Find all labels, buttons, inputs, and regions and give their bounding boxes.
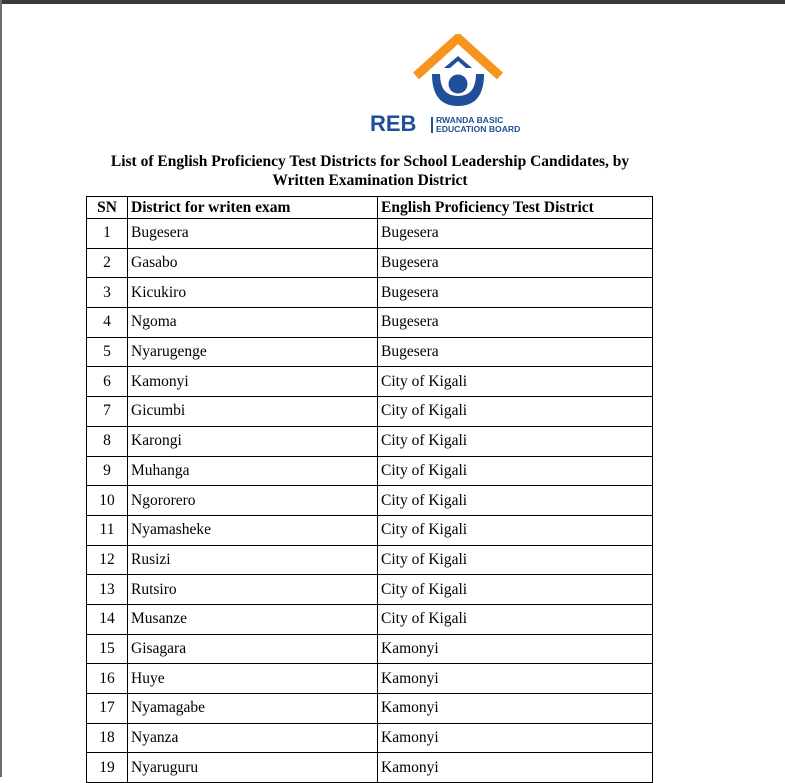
table-row bbox=[87, 723, 653, 753]
row-written-district: Gisagara bbox=[128, 634, 378, 664]
table-row bbox=[87, 337, 653, 367]
table-row bbox=[87, 397, 653, 427]
row-written-district: Ngororero bbox=[128, 486, 378, 516]
row-written-district: Karongi bbox=[128, 426, 378, 456]
table-row bbox=[87, 604, 653, 634]
row-written-district: Bugesera bbox=[128, 219, 378, 249]
reb-full-name bbox=[436, 116, 520, 134]
row-sn: 13 bbox=[87, 575, 128, 605]
row-ept-district: City of Kigali bbox=[378, 575, 653, 605]
row-sn: 5 bbox=[87, 337, 128, 367]
row-ept-district: City of Kigali bbox=[378, 426, 653, 456]
row-ept-district: Kamonyi bbox=[378, 634, 653, 664]
row-sn: 7 bbox=[87, 397, 128, 427]
row-written-district: Rusizi bbox=[128, 545, 378, 575]
header-ept-district: English Proficiency Test District bbox=[378, 197, 653, 219]
row-ept-district: City of Kigali bbox=[378, 397, 653, 427]
table-row bbox=[87, 545, 653, 575]
reb-name-line1: RWANDA BASIC bbox=[436, 115, 504, 125]
row-ept-district: City of Kigali bbox=[378, 486, 653, 516]
row-sn: 9 bbox=[87, 456, 128, 486]
row-sn: 16 bbox=[87, 664, 128, 694]
row-ept-district: Bugesera bbox=[378, 278, 653, 308]
table-row bbox=[87, 367, 653, 397]
table-row bbox=[87, 278, 653, 308]
district-table bbox=[86, 196, 653, 783]
table-row bbox=[87, 575, 653, 605]
header-sn: SN bbox=[87, 197, 128, 219]
document-title bbox=[60, 152, 680, 190]
row-ept-district: Bugesera bbox=[378, 337, 653, 367]
row-ept-district: Kamonyi bbox=[378, 664, 653, 694]
row-written-district: Nyamagabe bbox=[128, 694, 378, 724]
row-sn: 8 bbox=[87, 426, 128, 456]
row-written-district: Nyanza bbox=[128, 723, 378, 753]
row-sn: 6 bbox=[87, 367, 128, 397]
table-row bbox=[87, 694, 653, 724]
viewer-top-bar bbox=[0, 0, 785, 4]
row-sn: 15 bbox=[87, 634, 128, 664]
row-sn: 14 bbox=[87, 604, 128, 634]
table-row bbox=[87, 515, 653, 545]
row-written-district: Gasabo bbox=[128, 248, 378, 278]
row-written-district: Nyarugenge bbox=[128, 337, 378, 367]
table-row bbox=[87, 634, 653, 664]
row-sn: 1 bbox=[87, 219, 128, 249]
reb-house-emblem bbox=[408, 34, 508, 114]
row-written-district: Nyaruguru bbox=[128, 753, 378, 783]
table-header-row bbox=[87, 197, 653, 219]
row-ept-district: Kamonyi bbox=[378, 753, 653, 783]
row-sn: 17 bbox=[87, 694, 128, 724]
row-ept-district: City of Kigali bbox=[378, 456, 653, 486]
table-row bbox=[87, 248, 653, 278]
header-written-district: District for writen exam bbox=[128, 197, 378, 219]
row-written-district: Musanze bbox=[128, 604, 378, 634]
row-ept-district: Bugesera bbox=[378, 219, 653, 249]
row-written-district: Rutsiro bbox=[128, 575, 378, 605]
reb-logo bbox=[368, 34, 548, 134]
row-sn: 11 bbox=[87, 515, 128, 545]
row-sn: 3 bbox=[87, 278, 128, 308]
row-ept-district: City of Kigali bbox=[378, 545, 653, 575]
row-written-district: Ngoma bbox=[128, 308, 378, 338]
table-body bbox=[87, 219, 653, 783]
table-row bbox=[87, 753, 653, 783]
row-written-district: Nyamasheke bbox=[128, 515, 378, 545]
row-sn: 19 bbox=[87, 753, 128, 783]
row-ept-district: Kamonyi bbox=[378, 694, 653, 724]
row-written-district: Huye bbox=[128, 664, 378, 694]
reb-acronym: REB bbox=[370, 111, 417, 136]
table-row bbox=[87, 456, 653, 486]
page-left-edge bbox=[0, 0, 2, 777]
logo-separator bbox=[431, 117, 433, 133]
row-sn: 18 bbox=[87, 723, 128, 753]
row-written-district: Gicumbi bbox=[128, 397, 378, 427]
reb-name-line2: EDUCATION BOARD bbox=[436, 124, 521, 134]
row-sn: 10 bbox=[87, 486, 128, 516]
table-row bbox=[87, 219, 653, 249]
document-title-line1: List of English Proficiency Test Districts for School Leadership Candidates, by bbox=[110, 153, 630, 170]
row-sn: 4 bbox=[87, 308, 128, 338]
row-written-district: Kicukiro bbox=[128, 278, 378, 308]
table-row bbox=[87, 308, 653, 338]
row-written-district: Kamonyi bbox=[128, 367, 378, 397]
document-title-line2: Written Examination District bbox=[272, 172, 468, 189]
row-ept-district: Bugesera bbox=[378, 248, 653, 278]
row-sn: 12 bbox=[87, 545, 128, 575]
row-ept-district: City of Kigali bbox=[378, 604, 653, 634]
reb-wordmark bbox=[368, 111, 548, 136]
table-row bbox=[87, 486, 653, 516]
row-ept-district: City of Kigali bbox=[378, 367, 653, 397]
table-row bbox=[87, 664, 653, 694]
row-ept-district: Kamonyi bbox=[378, 723, 653, 753]
row-written-district: Muhanga bbox=[128, 456, 378, 486]
row-ept-district: City of Kigali bbox=[378, 515, 653, 545]
row-ept-district: Bugesera bbox=[378, 308, 653, 338]
row-sn: 2 bbox=[87, 248, 128, 278]
table-row bbox=[87, 426, 653, 456]
